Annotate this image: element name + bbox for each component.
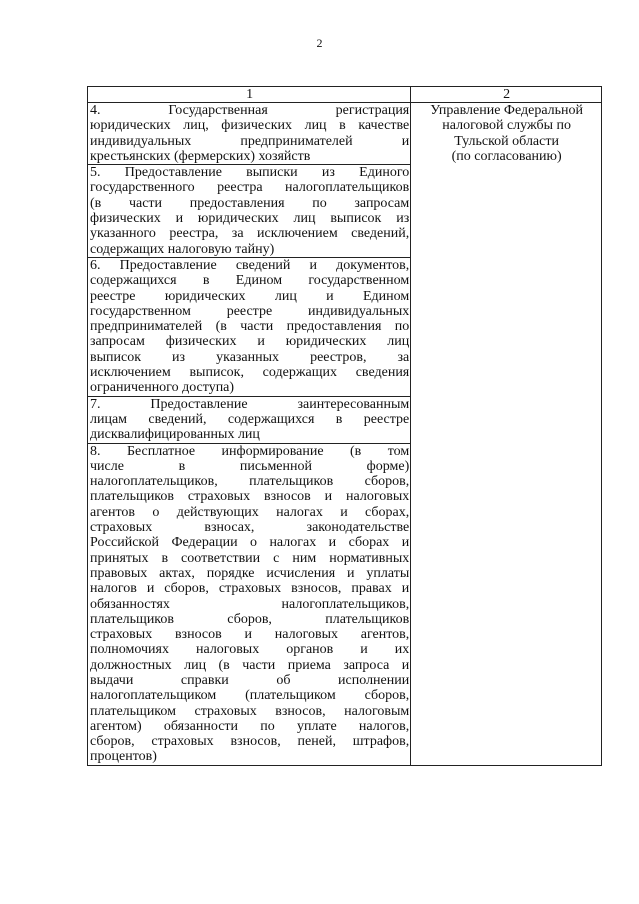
service-item-line: реестре юридических лиц и Едином (90, 288, 410, 304)
service-item-cell (88, 443, 411, 765)
service-item-line: 7. Предоставление заинтересованным (90, 396, 410, 412)
service-item-line: Российской Федерации о налогах и сборах и (90, 535, 410, 551)
service-item-line: лицам сведений, содержащихся в реестре (90, 411, 410, 427)
service-item-line: обязанностях налогоплательщиков, (90, 596, 410, 612)
column-header-1: 1 (88, 87, 411, 103)
responsible-authority-line: налоговой службы по (442, 118, 571, 134)
service-item-line: агентом) обязанности по уплате налогов, (90, 718, 410, 734)
service-item-line: ограниченного доступа) (90, 380, 235, 396)
service-item-line: страховых взносах, законодательстве (90, 520, 410, 536)
service-item-line: 6. Предоставление сведений и документов, (90, 257, 410, 273)
service-item-cell (88, 165, 411, 258)
service-item-line: 4. Государственная регистрация (90, 103, 410, 118)
service-item-line: выписок из указанных реестров, за (90, 349, 410, 365)
service-item-line: налогоплательщиком (плательщиком сборов, (90, 688, 410, 704)
service-item-line: предпринимателей (в части предоставления по (90, 319, 410, 335)
service-item-line: 8. Бесплатное информирование (в том (90, 443, 410, 459)
service-item-line: исключением выписок, содержащих сведения (90, 365, 410, 381)
service-item-line: содержащих налоговую тайну) (90, 241, 275, 257)
service-item-line: налогов и сборов, страховых взносов, правах и (90, 581, 410, 597)
service-item-line: 5. Предоставление выписки из Единого (90, 165, 410, 181)
responsible-authority-cell (411, 103, 602, 766)
table-row (88, 103, 602, 165)
services-table (87, 86, 602, 766)
service-item-line: должностных лиц (в части приема запроса и (90, 657, 410, 673)
service-item-line: юридических лиц, физических лиц в качестве (90, 118, 410, 134)
service-item-line: налогоплательщиков, плательщиков сборов, (90, 474, 410, 490)
service-item-line: выдачи справки об исполнении (90, 672, 410, 688)
column-header-2: 2 (411, 87, 602, 103)
service-item-line: плательщиков сборов, плательщиков (90, 611, 410, 627)
service-item-line: страховых взносов и налоговых агентов, (90, 627, 410, 643)
service-item-line: правовых актах, порядке исчисления и уплаты (90, 565, 410, 581)
page-number: 2 (316, 36, 323, 50)
service-item-line: сборов, страховых взносов, пеней, штрафов, (90, 734, 410, 750)
service-item-line: государственного реестра налогоплательщиков (90, 180, 410, 196)
header-row (88, 87, 602, 103)
service-item-line: полномочиях налоговых органов и их (90, 642, 410, 658)
service-item-line: дисквалифицированных лиц (90, 427, 260, 443)
responsible-authority-line: Управление Федеральной (430, 103, 584, 118)
service-item-line: указанного реестра, за исключением сведений, (90, 226, 410, 242)
service-item-cell (88, 396, 411, 443)
service-item-line: агентов о действующих налогах и сборах, (90, 504, 410, 520)
service-item-line: (в части предоставления по запросам (90, 195, 410, 211)
responsible-authority-line: (по согласованию) (451, 148, 562, 164)
service-item-line: физических и юридических лиц выписок из (90, 211, 410, 227)
responsible-authority-line: Тульской области (454, 133, 559, 149)
service-item-cell (88, 257, 411, 396)
service-item-line: запросам физических и юридических лиц (90, 334, 410, 350)
service-item-line: процентов) (90, 749, 157, 765)
service-item-line: плательщиком страховых взносов, налоговым (90, 703, 410, 719)
service-item-line: содержащихся в Едином государственном (90, 273, 410, 289)
service-item-cell (88, 103, 411, 165)
service-item-line: государственном реестре индивидуальных (90, 303, 410, 319)
service-item-line: плательщиков страховых взносов и налоговых (90, 489, 410, 505)
service-item-line: принятых в соответствии с ним нормативных (90, 550, 410, 566)
service-item-line: индивидуальных предпринимателей и (90, 133, 410, 149)
service-item-line: крестьянских (фермерских) хозяйств (90, 148, 311, 164)
service-item-line: числе в письменной форме) (90, 458, 410, 474)
